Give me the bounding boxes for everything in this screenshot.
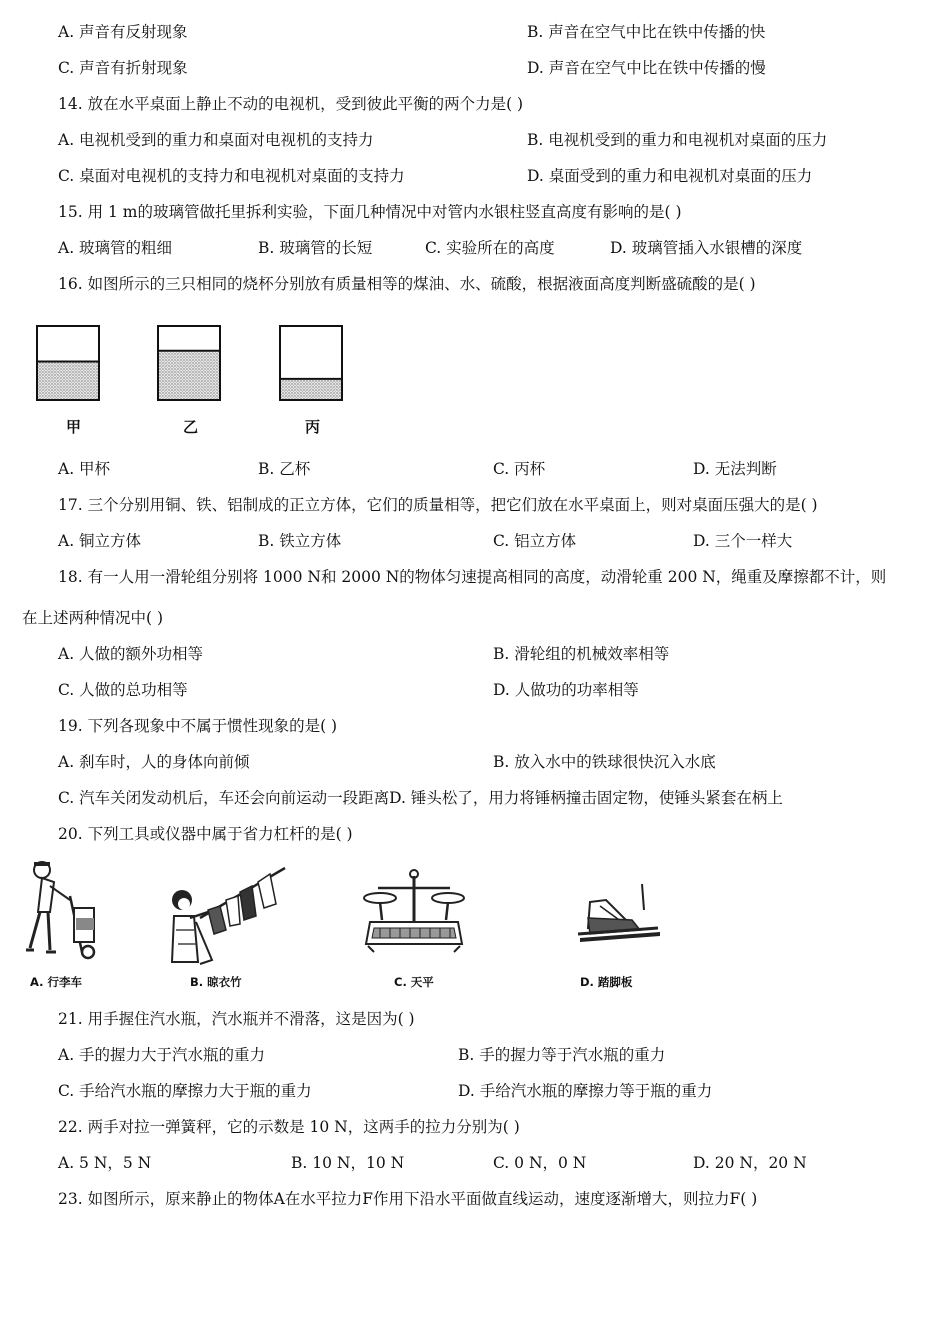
q16-stem: 16. 如图所示的三只相同的烧杯分别放有质量相等的煤油、水、硫酸，根据液面高度判断盛硫酸的是( ) <box>58 275 756 293</box>
tool-label-luggage-cart: A. 行李车 <box>30 975 82 989</box>
beaker-label-yi: 乙 <box>183 418 199 436</box>
q22-option-c: C. 0 N，0 N <box>493 1154 587 1172</box>
q22-option-a: A. 5 N，5 N <box>58 1154 152 1172</box>
q13-option-d: D. 声音在空气中比在铁中传播的慢 <box>527 59 766 77</box>
q13-option-c: C. 声音有折射现象 <box>58 59 188 77</box>
luggage-cart-illustration <box>20 856 105 974</box>
q16-option-b: B. 乙杯 <box>258 460 311 478</box>
q15-stem: 15. 用 1 m的玻璃管做托里拆利实验，下面几种情况中对管内水银柱竖直高度有影响的是( ) <box>58 203 682 221</box>
q13-option-b: B. 声音在空气中比在铁中传播的快 <box>527 23 766 41</box>
q15-option-a: A. 玻璃管的粗细 <box>58 239 173 257</box>
q17-option-d: D. 三个一样大 <box>693 532 793 550</box>
q21-option-d: D. 手给汽水瓶的摩擦力等于瓶的重力 <box>458 1082 713 1100</box>
tool-label-clothes-pole: B. 晾衣竹 <box>190 975 242 989</box>
q18-option-c: C. 人做的总功相等 <box>58 681 188 699</box>
q19-option-cd: C. 汽车关闭发动机后，车还会向前运动一段距离D. 锤头松了，用力将锤柄撞击固定物，使锤头紧套在柄上 <box>58 789 783 807</box>
q17-option-a: A. 铜立方体 <box>58 532 142 550</box>
q18-stem-line1: 18. 有一人用一滑轮组分别将 1000 N和 2000 N的物体匀速提高相同的高度，动滑轮重 200 N，绳重及摩擦都不计，则 <box>58 568 887 586</box>
q17-option-c: C. 铝立方体 <box>493 532 577 550</box>
q21-option-c: C. 手给汽水瓶的摩擦力大于瓶的重力 <box>58 1082 312 1100</box>
q19-option-a: A. 刹车时，人的身体向前倾 <box>58 753 250 771</box>
q20-stem: 20. 下列工具或仪器中属于省力杠杆的是( ) <box>58 825 353 843</box>
q21-option-a: A. 手的握力大于汽水瓶的重力 <box>58 1046 266 1064</box>
q18-option-a: A. 人做的额外功相等 <box>58 645 204 663</box>
q14-option-b: B. 电视机受到的重力和电视机对桌面的压力 <box>527 131 828 149</box>
q17-option-b: B. 铁立方体 <box>258 532 342 550</box>
q15-option-c: C. 实验所在的高度 <box>425 239 555 257</box>
beaker-jia <box>37 326 99 400</box>
q14-option-d: D. 桌面受到的重力和电视机对桌面的压力 <box>527 167 813 185</box>
q21-option-b: B. 手的握力等于汽水瓶的重力 <box>458 1046 666 1064</box>
q14-option-a: A. 电视机受到的重力和桌面对电视机的支持力 <box>58 131 374 149</box>
tool-label-pedal: D. 踏脚板 <box>580 975 633 989</box>
pedal-illustration <box>570 880 665 950</box>
q23-stem: 23. 如图所示，原来静止的物体A在水平拉力F作用下沿水平面做直线运动，速度逐渐增大，则拉力F( ) <box>58 1190 758 1208</box>
q19-option-b: B. 放入水中的铁球很快沉入水底 <box>493 753 716 771</box>
q22-stem: 22. 两手对拉一弹簧秤，它的示数是 10 N，这两手的拉力分别为( ) <box>58 1118 520 1136</box>
beaker-label-bing: 丙 <box>305 418 321 436</box>
q18-stem-line2: 在上述两种情况中( ) <box>22 609 164 627</box>
q15-option-b: B. 玻璃管的长短 <box>258 239 373 257</box>
q22-option-d: D. 20 N，20 N <box>693 1154 807 1172</box>
beaker-bing <box>280 326 342 400</box>
q13-option-a: A. 声音有反射现象 <box>58 23 188 41</box>
beaker-label-jia: 甲 <box>66 418 82 436</box>
q19-stem: 19. 下列各现象中不属于惯性现象的是( ) <box>58 717 338 735</box>
q14-option-c: C. 桌面对电视机的支持力和电视机对桌面的支持力 <box>58 167 405 185</box>
q16-option-c: C. 丙杯 <box>493 460 546 478</box>
q15-option-d: D. 玻璃管插入水银槽的深度 <box>610 239 803 257</box>
q22-option-b: B. 10 N，10 N <box>291 1154 405 1172</box>
tool-label-balance: C. 天平 <box>394 975 434 989</box>
q17-stem: 17. 三个分别用铜、铁、铝制成的正立方体，它们的质量相等，把它们放在水平桌面上，则对桌面压强大的是( ) <box>58 496 818 514</box>
clothes-pole-illustration <box>160 860 295 972</box>
balance-scale-illustration <box>360 864 465 960</box>
q18-option-d: D. 人做功的功率相等 <box>493 681 639 699</box>
q18-option-b: B. 滑轮组的机械效率相等 <box>493 645 670 663</box>
q16-option-d: D. 无法判断 <box>693 460 777 478</box>
q21-stem: 21. 用手握住汽水瓶，汽水瓶并不滑落，这是因为( ) <box>58 1010 415 1028</box>
q16-option-a: A. 甲杯 <box>58 460 111 478</box>
beaker-yi <box>158 326 220 400</box>
q14-stem: 14. 放在水平桌面上静止不动的电视机，受到彼此平衡的两个力是( ) <box>58 95 524 113</box>
